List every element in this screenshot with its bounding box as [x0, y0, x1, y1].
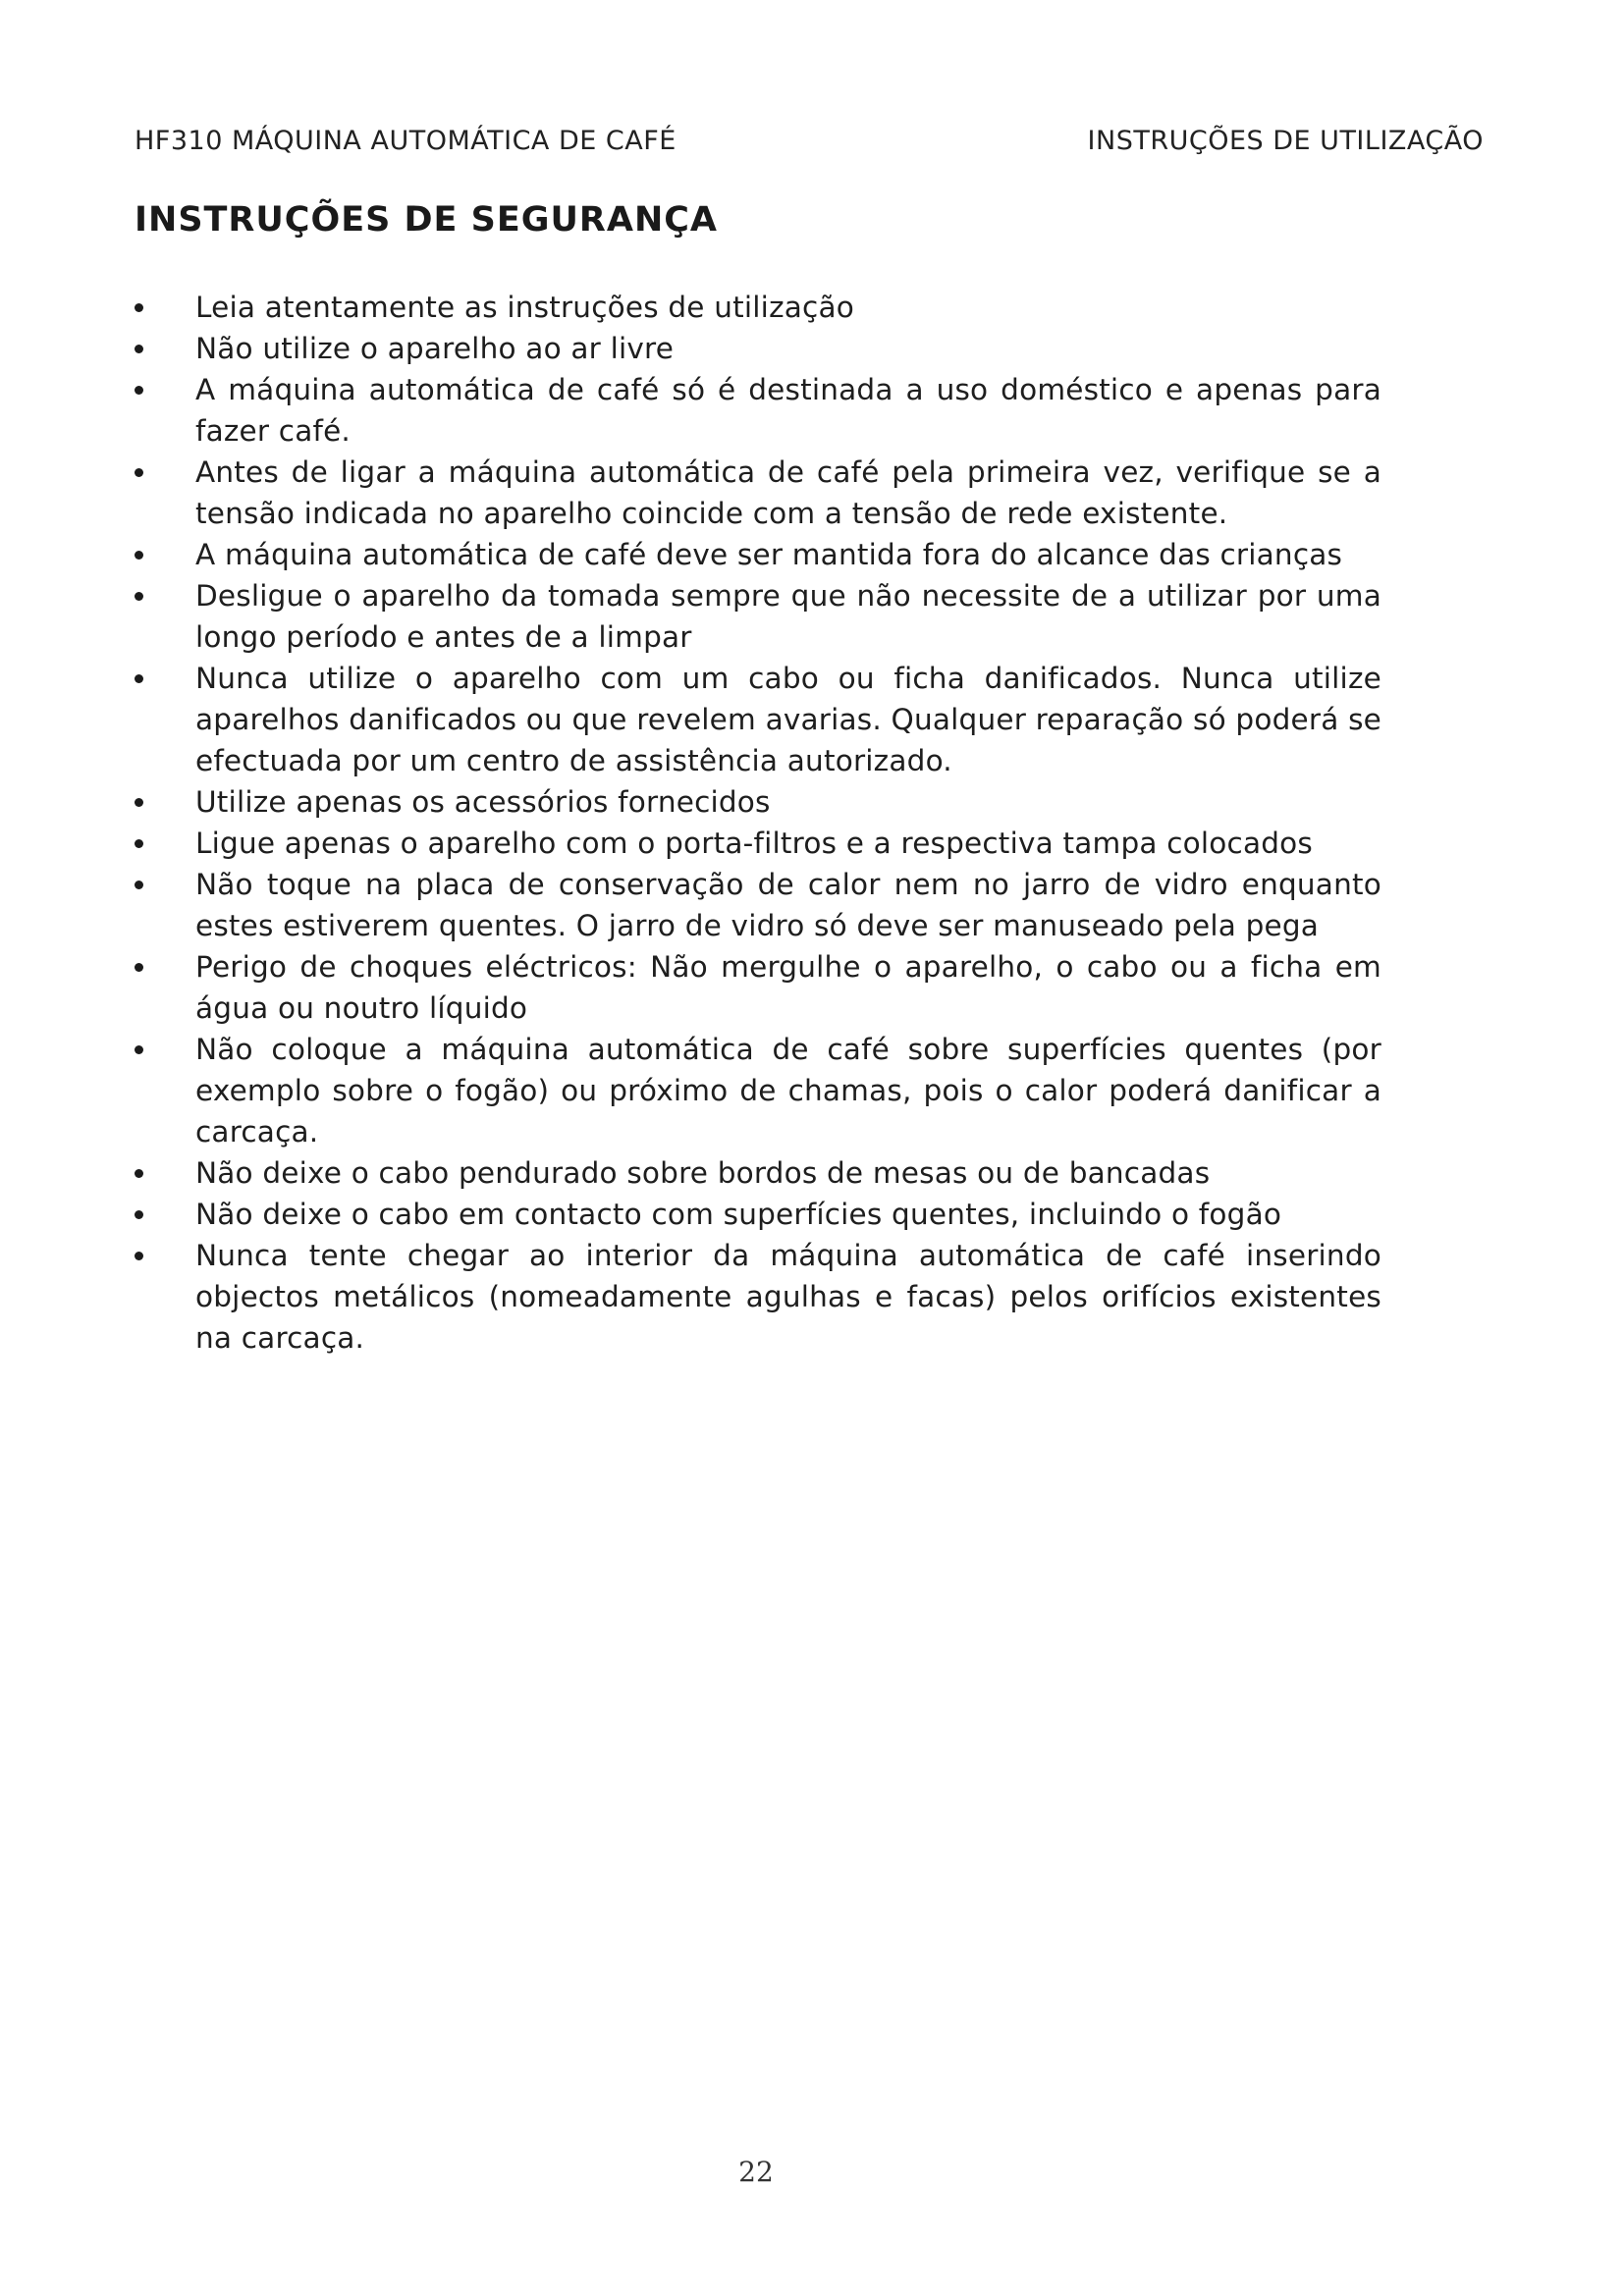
list-item-text: A máquina automática de café deve ser mantida fora do alcance das crianças — [195, 538, 1343, 571]
bullet-icon — [135, 551, 143, 560]
page-number: 22 — [738, 2156, 774, 2188]
list-item — [135, 452, 1381, 534]
bullet-icon — [135, 1210, 143, 1219]
list-item-text: Nunca tente chegar ao interior da máquina automática de café inserindo objectos metálicos (nomeadamente agulhas e facas) pelos orifícios existentes na carcaça. — [195, 1239, 1381, 1355]
list-item — [135, 1029, 1381, 1152]
header-product-title: HF310 MÁQUINA AUTOMÁTICA DE CAFÉ — [135, 126, 677, 156]
list-item — [135, 328, 1381, 369]
list-item — [135, 1152, 1381, 1194]
list-item — [135, 658, 1381, 781]
bullet-icon — [135, 1045, 143, 1054]
list-item — [135, 534, 1381, 575]
bullet-icon — [135, 386, 143, 395]
bullet-icon — [135, 798, 143, 807]
bullet-icon — [135, 1169, 143, 1178]
list-item-text: Não utilize o aparelho ao ar livre — [195, 332, 675, 365]
list-item-text: Nunca utilize o aparelho com um cabo ou ficha danificados. Nunca utilize aparelhos danificados ou que revelem avarias. Qualquer reparação só poderá se efectuada por um centro de assistência autorizado. — [195, 662, 1381, 777]
list-item-text: A máquina automática de café só é destinada a uso doméstico e apenas para fazer café. — [195, 373, 1381, 448]
list-item-text: Leia atentamente as instruções de utilização — [195, 291, 854, 324]
bullet-icon — [135, 468, 143, 477]
list-item-text: Antes de ligar a máquina automática de café pela primeira vez, verifique se a tensão indicada no aparelho coincide com a tensão de rede existente. — [195, 455, 1381, 530]
list-item — [135, 823, 1381, 864]
bullet-icon — [135, 963, 143, 972]
list-item — [135, 287, 1381, 328]
safety-instructions-list — [135, 287, 1381, 1359]
bullet-icon — [135, 303, 143, 312]
list-item-text: Perigo de choques eléctricos: Não mergulhe o aparelho, o cabo ou a ficha em água ou noutro líquido — [195, 950, 1381, 1025]
list-item-text: Não deixe o cabo pendurado sobre bordos de mesas ou de bancadas — [195, 1156, 1211, 1190]
list-item-text: Não toque na placa de conservação de calor nem no jarro de vidro enquanto estes estiverem quentes. O jarro de vidro só deve ser manuseado pela pega — [195, 868, 1381, 942]
list-item — [135, 369, 1381, 452]
list-item-text: Não deixe o cabo em contacto com superfícies quentes, incluindo o fogão — [195, 1198, 1282, 1231]
list-item — [135, 781, 1381, 823]
bullet-icon — [135, 345, 143, 353]
list-item — [135, 1235, 1381, 1359]
bullet-icon — [135, 674, 143, 683]
list-item — [135, 575, 1381, 658]
list-item — [135, 946, 1381, 1029]
section-title: INSTRUÇÕES DE SEGURANÇA — [135, 200, 719, 240]
header-section-title: INSTRUÇÕES DE UTILIZAÇÃO — [1087, 126, 1484, 156]
list-item — [135, 864, 1381, 946]
list-item-text: Utilize apenas os acessórios fornecidos — [195, 785, 771, 819]
list-item — [135, 1194, 1381, 1235]
bullet-icon — [135, 881, 143, 889]
bullet-icon — [135, 839, 143, 848]
bullet-icon — [135, 1252, 143, 1260]
bullet-icon — [135, 592, 143, 601]
list-item-text: Ligue apenas o aparelho com o porta-filtros e a respectiva tampa colocados — [195, 827, 1313, 860]
list-item-text: Não coloque a máquina automática de café sobre superfícies quentes (por exemplo sobre o fogão) ou próximo de chamas, pois o calor poderá danificar a carcaça. — [195, 1033, 1381, 1148]
list-item-text: Desligue o aparelho da tomada sempre que não necessite de a utilizar por uma longo período e antes de a limpar — [195, 579, 1381, 654]
